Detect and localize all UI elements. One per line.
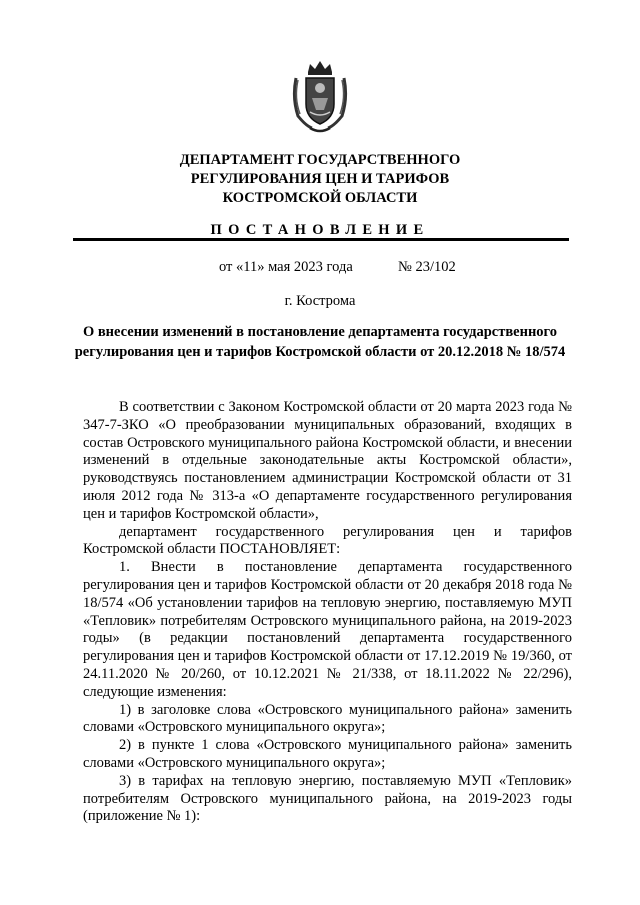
header-divider [73,238,569,241]
paragraph-preamble: В соответствии с Законом Костромской области от 20 марта 2023 года № 347-7-ЗКО «О преобразовании муниципальных образований, входящих в состав Островского муниципального района Костромской области, и внесении изменений в отдельные законодательные акты Костромской области», руководствуясь постановлением администрации Костромской области от 31 июля 2012 года № 313-а «О департаменте государственного регулирования цен и тарифов Костромской области», [83,399,572,522]
document-number: № 23/102 [398,259,456,275]
coat-of-arms-icon [288,58,352,136]
paragraph-subitem-1: 1) в заголовке слова «Островского муниципального района» заменить словами «Островского муниципального округа»; [83,701,572,736]
document-date: от «11» мая 2023 года [219,259,353,275]
paragraph-resolves: департамент государственного регулирования цен и тарифов Костромской области ПОСТАНОВЛЯЕТ: [83,523,572,558]
document-subject [70,322,570,362]
department-line-1: ДЕПАРТАМЕНТ ГОСУДАРСТВЕННОГО [179,152,461,168]
subject-line-1: О внесении изменений в постановление департамента государственного [82,324,558,340]
paragraph-subitem-3: 3) в тарифах на тепловую энергию, поставляемую МУП «Тепловик» потребителям Островского муниципального района, на 2019-2023 годы (приложение № 1): [83,772,572,825]
subject-line-2: регулирования цен и тарифов Костромской области от 20.12.2018 № 18/574 [74,344,566,360]
department-line-2: РЕГУЛИРОВАНИЯ ЦЕН И ТАРИФОВ [190,171,450,187]
document-city: г. Кострома [284,293,356,309]
paragraph-item-1: 1. Внести в постановление департамента государственного регулирования цен и тарифов Костромской области от 20 декабря 2018 года № 18/574 «Об установлении тарифов на тепловую энергию, поставляемую МУП «Тепловик» потребителям Островского муниципального района, на 2019-2023 годы» (в редакции постановлений департамента государственного регулирования цен и тарифов Костромской области от 17.12.2019 № 19/360, от 24.11.2020 № 20/260, от 10.12.2021 № 21/338, от 18.11.2022 № 22/296), следующие изменения: [83,559,572,700]
document-type-title: ПОСТАНОВЛЕНИЕ [210,222,430,238]
document-body [83,399,572,826]
department-line-3: КОСТРОМСКОЙ ОБЛАСТИ [222,190,418,206]
department-name [120,151,520,208]
paragraph-subitem-2: 2) в пункте 1 слова «Островского муниципального района» заменить словами «Островского муниципального округа»; [83,737,572,771]
